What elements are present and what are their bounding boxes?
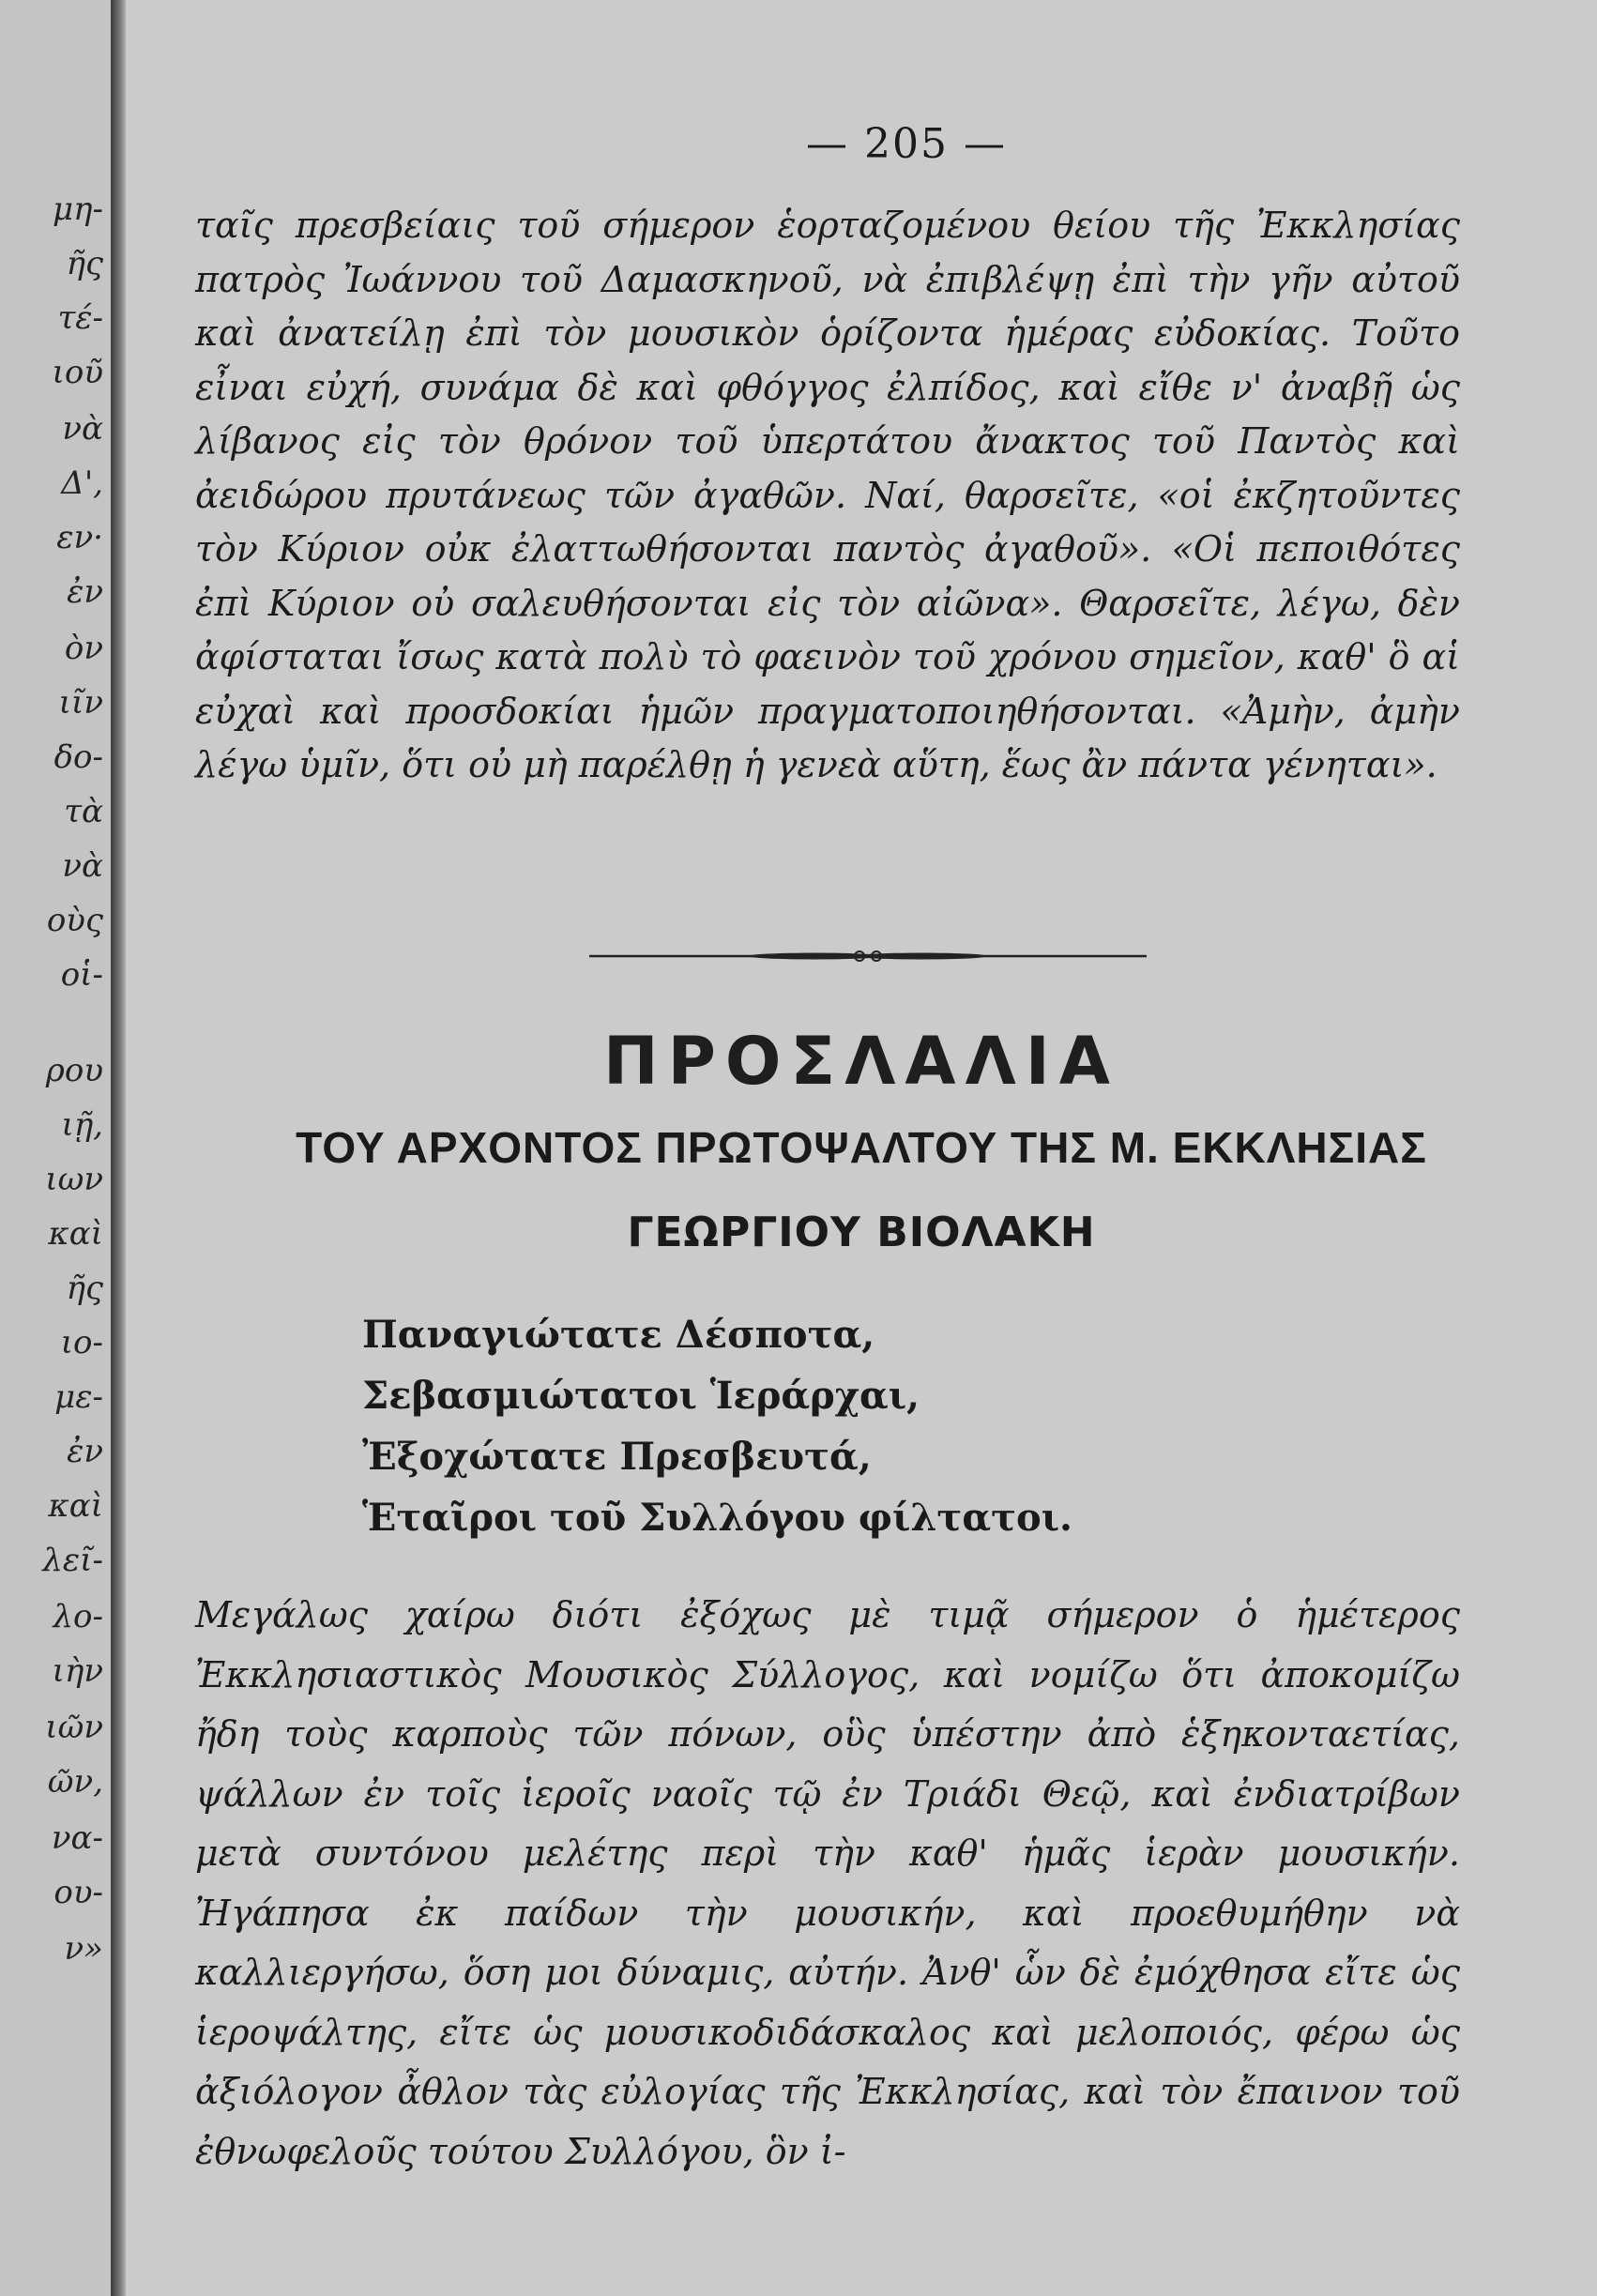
book-page	[126, 0, 1597, 2296]
margin-fragment: ρου	[45, 1052, 103, 1089]
salutation-line: Ἐξοχώτατε Πρεσβευτά,	[362, 1435, 872, 1479]
margin-fragment: ῶν,	[47, 1763, 103, 1801]
margin-fragment: με-	[54, 1378, 103, 1416]
margin-fragment: δο-	[53, 738, 103, 776]
book-spine-shadow	[111, 0, 126, 2296]
section-title: ΠΡΟΣΛΑΛΙΑ	[603, 1023, 1119, 1100]
margin-fragment: λεῖ-	[42, 1542, 103, 1579]
margin-fragment: νὰ	[62, 410, 103, 448]
margin-fragment: ιοῦ	[52, 354, 103, 391]
margin-fragment: ν»	[64, 1930, 103, 1968]
margin-fragment: ου-	[53, 1874, 103, 1911]
salutation-line: Παναγιώτατε Δέσποτα,	[362, 1313, 875, 1357]
margin-fragment: ἐν	[67, 573, 103, 611]
margin-fragment: ιὴν	[52, 1652, 103, 1690]
margin-fragment: ιῶν	[45, 1709, 103, 1746]
margin-fragment: Δ',	[61, 464, 103, 502]
margin-fragment: ἐν	[67, 1433, 103, 1470]
salutation-line: Σεβασμιώτατοι Ἱεράρχαι,	[362, 1374, 920, 1418]
speech-paragraph: Μεγάλως χαίρω διότι ἐξόχως μὲ τιμᾷ σήμερον ὁ ἡμέτερος Ἐκκλησιαστικὸς Μουσικὸς Σύλλογος, καὶ νομίζω ὅτι ἀποκομίζω ἤδη τοὺς καρποὺς τῶν πόνων, οὓς ὑπέστην ἀπὸ ἑξηκονταετίας, ψάλλων ἐν τοῖς ἱεροῖς ναοῖς τῷ ἐν Τριάδι Θεῷ, καὶ ἐνδιατρίβων μετὰ συντόνου μελέτης περὶ τὴν καθ' ἡμᾶς ἱερὰν μουσικήν. Ἠγάπησα ἐκ παίδων τὴν μουσικήν, καὶ προεθυμήθην νὰ καλλιεργήσω, ὅση μοι δύναμις, αὐτήν. Ἀνθ' ὧν δὲ ἐμόχθησα εἴτε ὡς ἱεροψάλτης, εἴτε ὡς μουσικοδιδάσκαλος καὶ μελοποιός, φέρω ὡς ἀξιόλογον ἆθλον τὰς εὐλογίας τῆς Ἐκκλησίας, καὶ τὸν ἔπαινον τοῦ ἐθνωφελοῦς τούτου Συλλόγου, ὃν ἰ-	[195, 1594, 1460, 2172]
salutation-line: Ἑταῖροι τοῦ Συλλόγου φίλτατοι.	[362, 1496, 1072, 1540]
margin-fragment: καὶ	[48, 1215, 103, 1253]
margin-fragment: τέ-	[57, 299, 103, 337]
margin-fragment: ιῇ,	[61, 1106, 103, 1144]
margin-fragment: καὶ	[48, 1487, 103, 1525]
margin-fragment: μη-	[53, 190, 103, 228]
margin-fragment: λο-	[53, 1598, 103, 1635]
previous-page-edge	[0, 0, 111, 2296]
ornamental-divider	[589, 950, 1147, 963]
margin-fragment: ῆς	[66, 1270, 103, 1307]
margin-fragment: ῆς	[66, 245, 103, 282]
margin-fragment: ὸν	[64, 630, 103, 667]
margin-fragment: τὰ	[64, 793, 103, 830]
author-name: ΓΕΩΡΓΙΟΥ ΒΙΟΛΑΚΗ	[627, 1209, 1096, 1256]
margin-fragment: ιῖν	[58, 684, 103, 722]
salutation-block	[362, 1304, 1072, 1548]
margin-fragment: οὺς	[46, 902, 103, 939]
section-subtitle: ΤΟΥ ΑΡΧΟΝΤΟΣ ΠΡΩΤΟΨΑΛΤΟΥ ΤΗΣ Μ. ΕΚΚΛΗΣΙΑΣ	[296, 1123, 1427, 1172]
page-number: — 205 —	[806, 120, 1007, 168]
body-paragraph: ταῖς πρεσβείαις τοῦ σήμερον ἑορταζομένου θείου τῆς Ἐκκλησίας πατρὸς Ἰωάννου τοῦ Δαμασκηνοῦ, νὰ ἐπιβλέψῃ ἐπὶ τὴν γῆν αὐτοῦ καὶ ἀνατείλῃ ἐπὶ τὸν μουσικὸν ὁρίζοντα ἡμέρας εὐδοκίας. Τοῦτο εἶναι εὐχή, συνάμα δὲ καὶ φθόγγος ἐλπίδος, καὶ εἴθε ν' ἀναβῇ ὡς λίβανος εἰς τὸν θρόνον τοῦ ὑπερτάτου ἄνακτος τοῦ Παντὸς καὶ ἀειδώρου πρυτάνεως τῶν ἀγαθῶν. Ναί, θαρσεῖτε, «οἱ ἐκζητοῦντες τὸν Κύριον οὐκ ἐλαττωθήσονται παντὸς ἀγαθοῦ». «Οἱ πεποιθότες ἐπὶ Κύριον οὐ σαλευθήσονται εἰς τὸν αἰῶνα». Θαρσεῖτε, λέγω, δὲν ἀφίσταται ἴσως κατὰ πολὺ τὸ φαεινὸν τοῦ χρόνου σημεῖον, καθ' ὃ αἱ εὐχαὶ καὶ προσδοκίαι ἡμῶν πραγματοποιηθήσονται. «Ἀμὴν, ἀμὴν λέγω ὑμῖν, ὅτι οὐ μὴ παρέλθῃ ἡ γενεὰ αὕτη, ἕως ἂν πάντα γένηται».	[195, 205, 1460, 785]
margin-fragment: να-	[51, 1819, 103, 1857]
margin-fragment: νὰ	[62, 847, 103, 885]
margin-fragment: εν·	[56, 519, 103, 556]
margin-fragment: οἱ-	[60, 956, 103, 994]
margin-fragment: ιο-	[60, 1324, 103, 1361]
margin-fragment: ιων	[45, 1161, 103, 1198]
